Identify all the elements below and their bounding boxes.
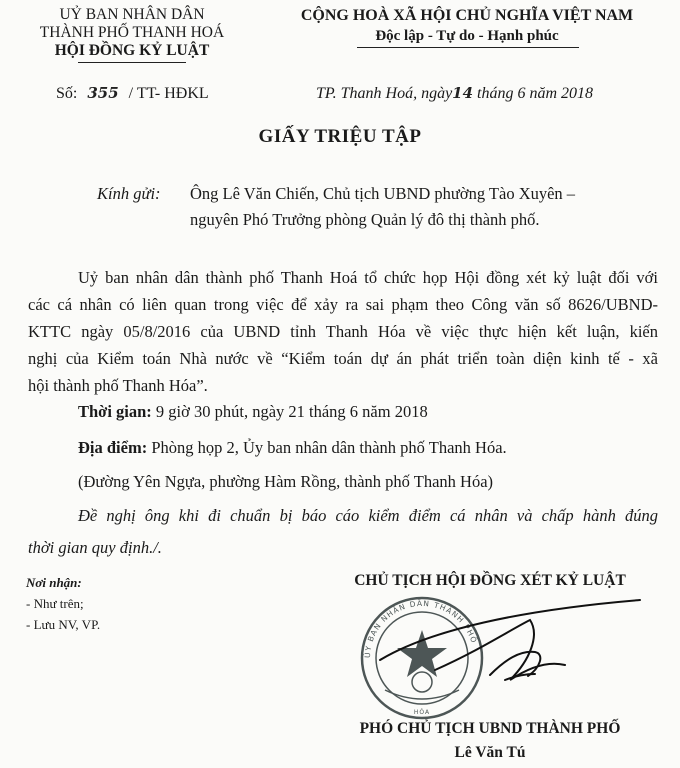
recipient-line-1: Ông Lê Văn Chiến, Chủ tịch UBND phường Tào Xuyên – xyxy=(190,184,576,203)
date-prefix: TP. Thanh Hoá, ngày xyxy=(316,85,453,102)
body-line-4: nghị của Kiểm toán Nhà nước về “Kiểm toán dự án phát triển toàn diện kinh tế - xã xyxy=(28,349,658,368)
recipient-item-1: - Như trên; xyxy=(26,596,84,611)
body-line-5: hội thành phố Thanh Hóa”. xyxy=(28,376,208,395)
signature-title: CHỦ TỊCH HỘI ĐỒNG XÉT KỶ LUẬT xyxy=(354,572,626,589)
place-label: Địa điểm: xyxy=(78,438,148,457)
ref-suffix: / TT- HĐKL xyxy=(128,85,209,102)
ref-number: 355 xyxy=(87,84,119,102)
national-motto: Độc lập - Tự do - Hạnh phúc xyxy=(375,28,559,44)
svg-text:HÓA: HÓA xyxy=(413,709,431,716)
date-rest: tháng 6 năm 2018 xyxy=(477,85,594,102)
time-label: Thời gian: xyxy=(78,402,152,421)
meeting-address: (Đường Yên Ngựa, phường Hàm Rồng, thành phố Thanh Hóa) xyxy=(78,472,494,491)
official-stamp xyxy=(340,590,670,720)
issuer-line-1: UỶ BAN NHÂN DÂN xyxy=(59,6,205,23)
document-title: GIẤY TRIỆU TẬP xyxy=(258,126,422,147)
body-line-2: các cá nhân có liên quan trong việc để xảy ra sai phạm theo Công văn số 8626/UBND- xyxy=(28,295,658,314)
recipients-list xyxy=(26,572,100,635)
issuer-block xyxy=(22,6,242,60)
place-value: Phòng họp 2, Ủy ban nhân dân thành phố Thanh Hóa. xyxy=(147,438,507,457)
national-title: CỘNG HOÀ XÃ HỘI CHỦ NGHĨA VIỆT NAM xyxy=(300,7,634,24)
signer-position: PHÓ CHỦ TỊCH UBND THÀNH PHỐ xyxy=(359,720,621,737)
recipient-item-2: - Lưu NV, VP. xyxy=(26,617,101,632)
issuer-line-2: THÀNH PHỐ THANH HOÁ xyxy=(39,24,225,41)
time-value: 9 giờ 30 phút, ngày 21 tháng 6 năm 2018 xyxy=(151,402,428,421)
body-paragraph xyxy=(28,264,658,399)
recipients-label: Nơi nhận: xyxy=(26,575,82,590)
ref-prefix: Số: xyxy=(56,85,78,102)
request-line-1: Đề nghị ông khi đi chuẩn bị báo cáo kiểm điểm cá nhân và chấp hành đúng xyxy=(78,506,658,525)
stamp-seal xyxy=(362,598,482,718)
recipient-label: Kính gửi: xyxy=(97,184,161,203)
meeting-time xyxy=(78,402,428,422)
request-line-2: thời gian quy định./. xyxy=(28,538,162,557)
issuer-underline xyxy=(78,62,186,63)
recipient-line-2: nguyên Phó Trưởng phòng Quản lý đô thị thành phố. xyxy=(190,210,540,229)
issuer-line-3: HỘI ĐỒNG KỶ LUẬT xyxy=(54,42,210,59)
body-line-3: KTTC ngày 05/8/2016 của UBND tỉnh Thanh Hóa về việc thực hiện kết luận, kiến xyxy=(28,322,658,341)
date-day: 14 xyxy=(452,84,474,102)
signer-name: Lê Văn Tú xyxy=(454,744,526,761)
reference-number xyxy=(56,84,209,103)
national-motto-block xyxy=(262,6,672,46)
meeting-place xyxy=(78,438,507,458)
motto-underline xyxy=(357,47,579,48)
body-line-1: Uỷ ban nhân dân thành phố Thanh Hoá tổ chức họp Hội đồng xét kỷ luật đối với xyxy=(78,268,658,287)
stamp-text: ỦY BAN NHÂN DÂN THÀNH PHỐ xyxy=(362,598,479,659)
issue-date xyxy=(316,84,593,103)
